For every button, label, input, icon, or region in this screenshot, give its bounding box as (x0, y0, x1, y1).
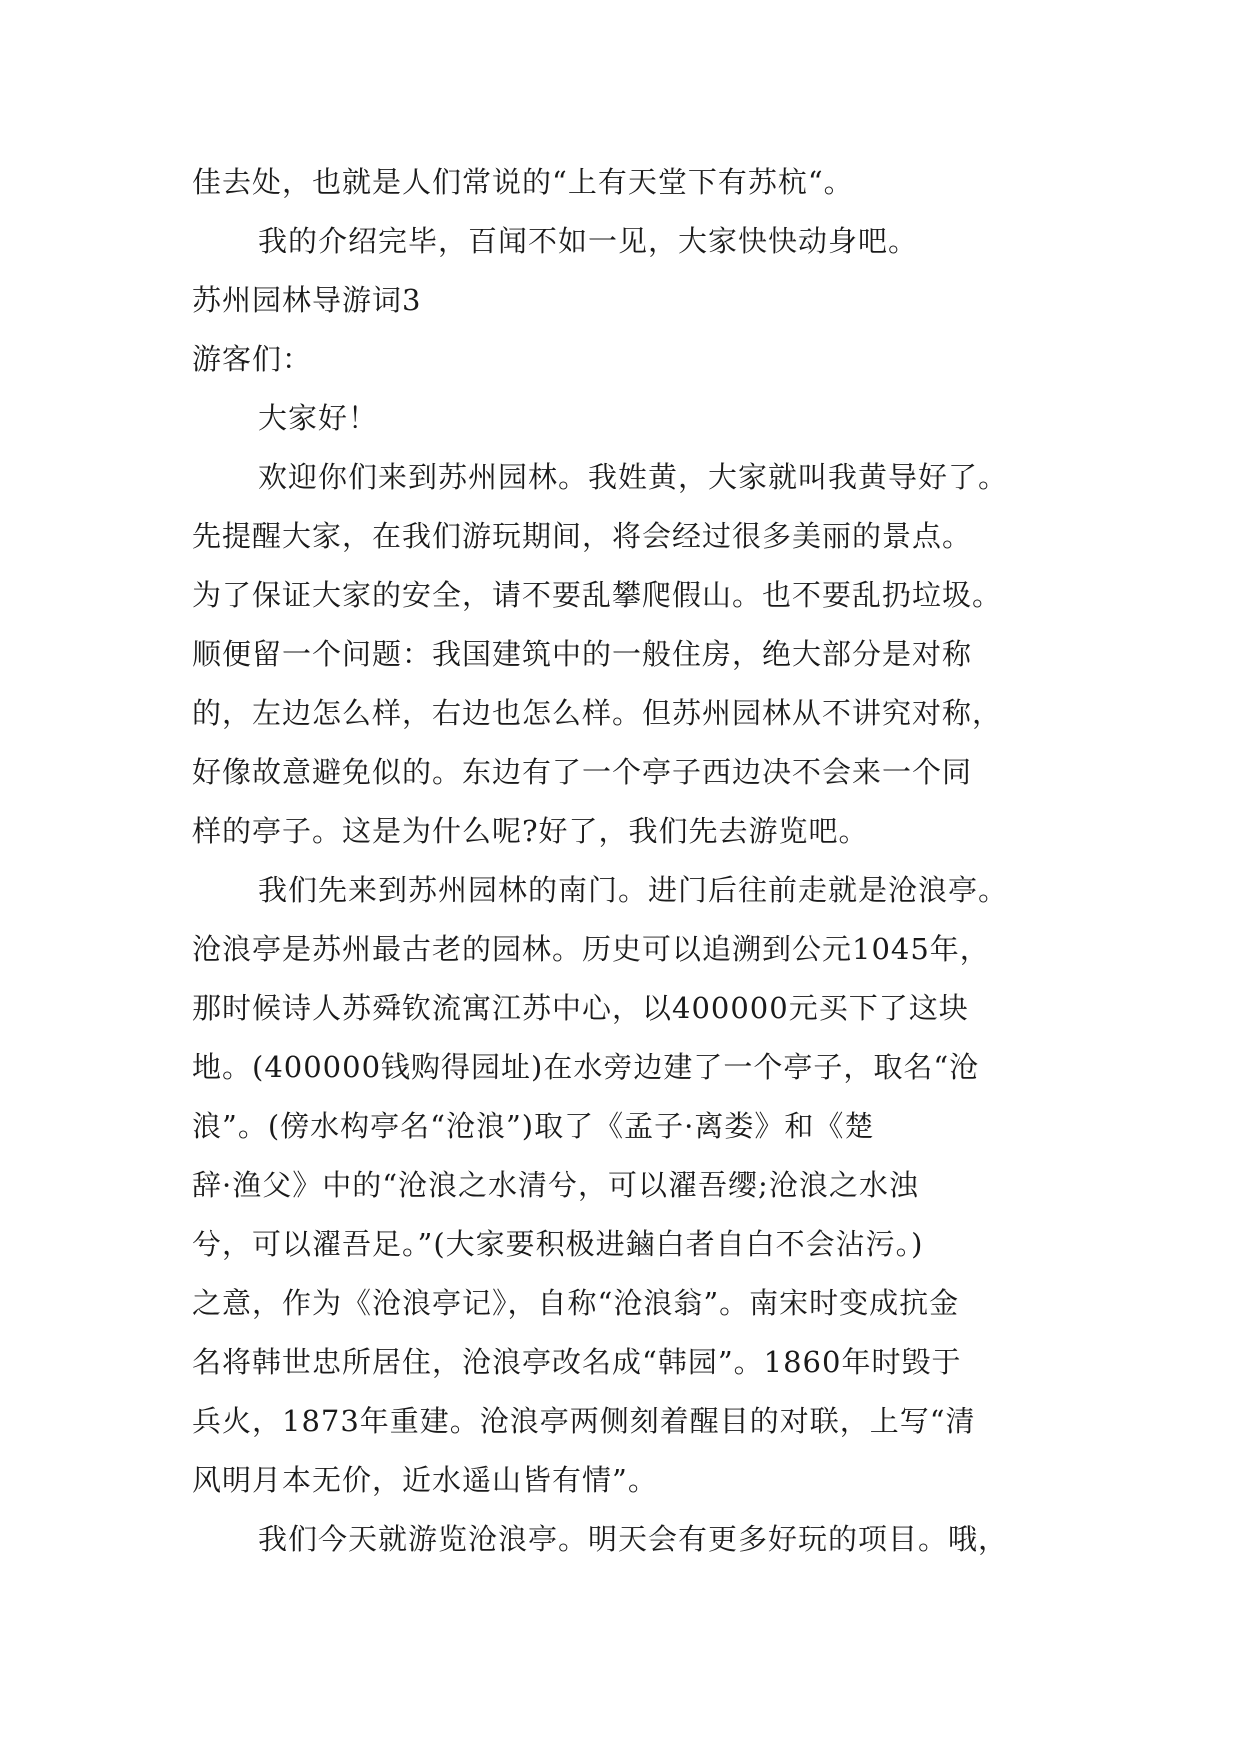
text-line-10: 的，左边怎么样，右边也怎么样。但苏州园林从不讲究对称， (192, 696, 1003, 730)
document-body (192, 153, 1072, 1569)
text-line-16: 地。(400000钱购得园址)在水旁边建了一个亭子，取名“沧 (192, 1050, 980, 1084)
text-line-20: 之意，作为《沧浪亭记》，自称“沧浪翁”。南宋时变成抗金 (192, 1286, 960, 1320)
text-line-24: 我们今天就游览沧浪亭。明天会有更多好玩的项目。哦， (258, 1522, 1009, 1556)
salutation: 游客们： (192, 342, 313, 376)
text-line-18: 辞·渔父》中的“沧浪之水清兮，可以濯吾缨;沧浪之水浊 (192, 1168, 919, 1202)
text-line-13: 我们先来到苏州园林的南门。进门后往前走就是沧浪亭。 (258, 873, 1009, 907)
text-line-6: 欢迎你们来到苏州园林。我姓黄，大家就叫我黄导好了。 (258, 460, 1009, 494)
text-line-19: 兮，可以濯吾足。”(大家要积极进鏀白者自白不会沾污。) (192, 1227, 924, 1261)
text-line-7: 先提醒大家，在我们游玩期间，将会经过很多美丽的景点。 (192, 519, 973, 553)
text-line-14: 沧浪亭是苏州最古老的园林。历史可以追溯到公元1045年， (192, 932, 990, 966)
text-line-17: 浪”。(傍水构亭名“沧浪”)取了《孟子·离娄》和《楚 (192, 1109, 875, 1143)
greeting: 大家好！ (258, 401, 379, 435)
text-line-22: 兵火，1873年重建。沧浪亭两侧刻着醒目的对联，上写“清 (192, 1404, 976, 1438)
text-line-8: 为了保证大家的安全，请不要乱攀爬假山。也不要乱扔垃圾。 (192, 578, 1003, 612)
text-line-23: 风明月本无价，近水遥山皆有情”。 (192, 1463, 658, 1497)
text-line-9: 顺便留一个问题：我国建筑中的一般住房，绝大部分是对称 (192, 637, 973, 671)
text-line-21: 名将韩世忠所居住，沧浪亭改名成“韩园”。1860年时毁于 (192, 1345, 962, 1379)
section-heading: 苏州园林导游词3 (192, 283, 422, 317)
text-line-11: 好像故意避免似的。东边有了一个亭子西边决不会来一个同 (192, 755, 973, 789)
text-line-12: 样的亭子。这是为什么呢?好了，我们先去游览吧。 (192, 814, 869, 848)
text-line-2: 我的介绍完毕，百闻不如一见，大家快快动身吧。 (258, 224, 919, 258)
text-line-15: 那时候诗人苏舜钦流寓江苏中心，以400000元买下了这块 (192, 991, 969, 1025)
text-line-1: 佳去处，也就是人们常说的“上有天堂下有苏杭“。 (192, 165, 854, 199)
